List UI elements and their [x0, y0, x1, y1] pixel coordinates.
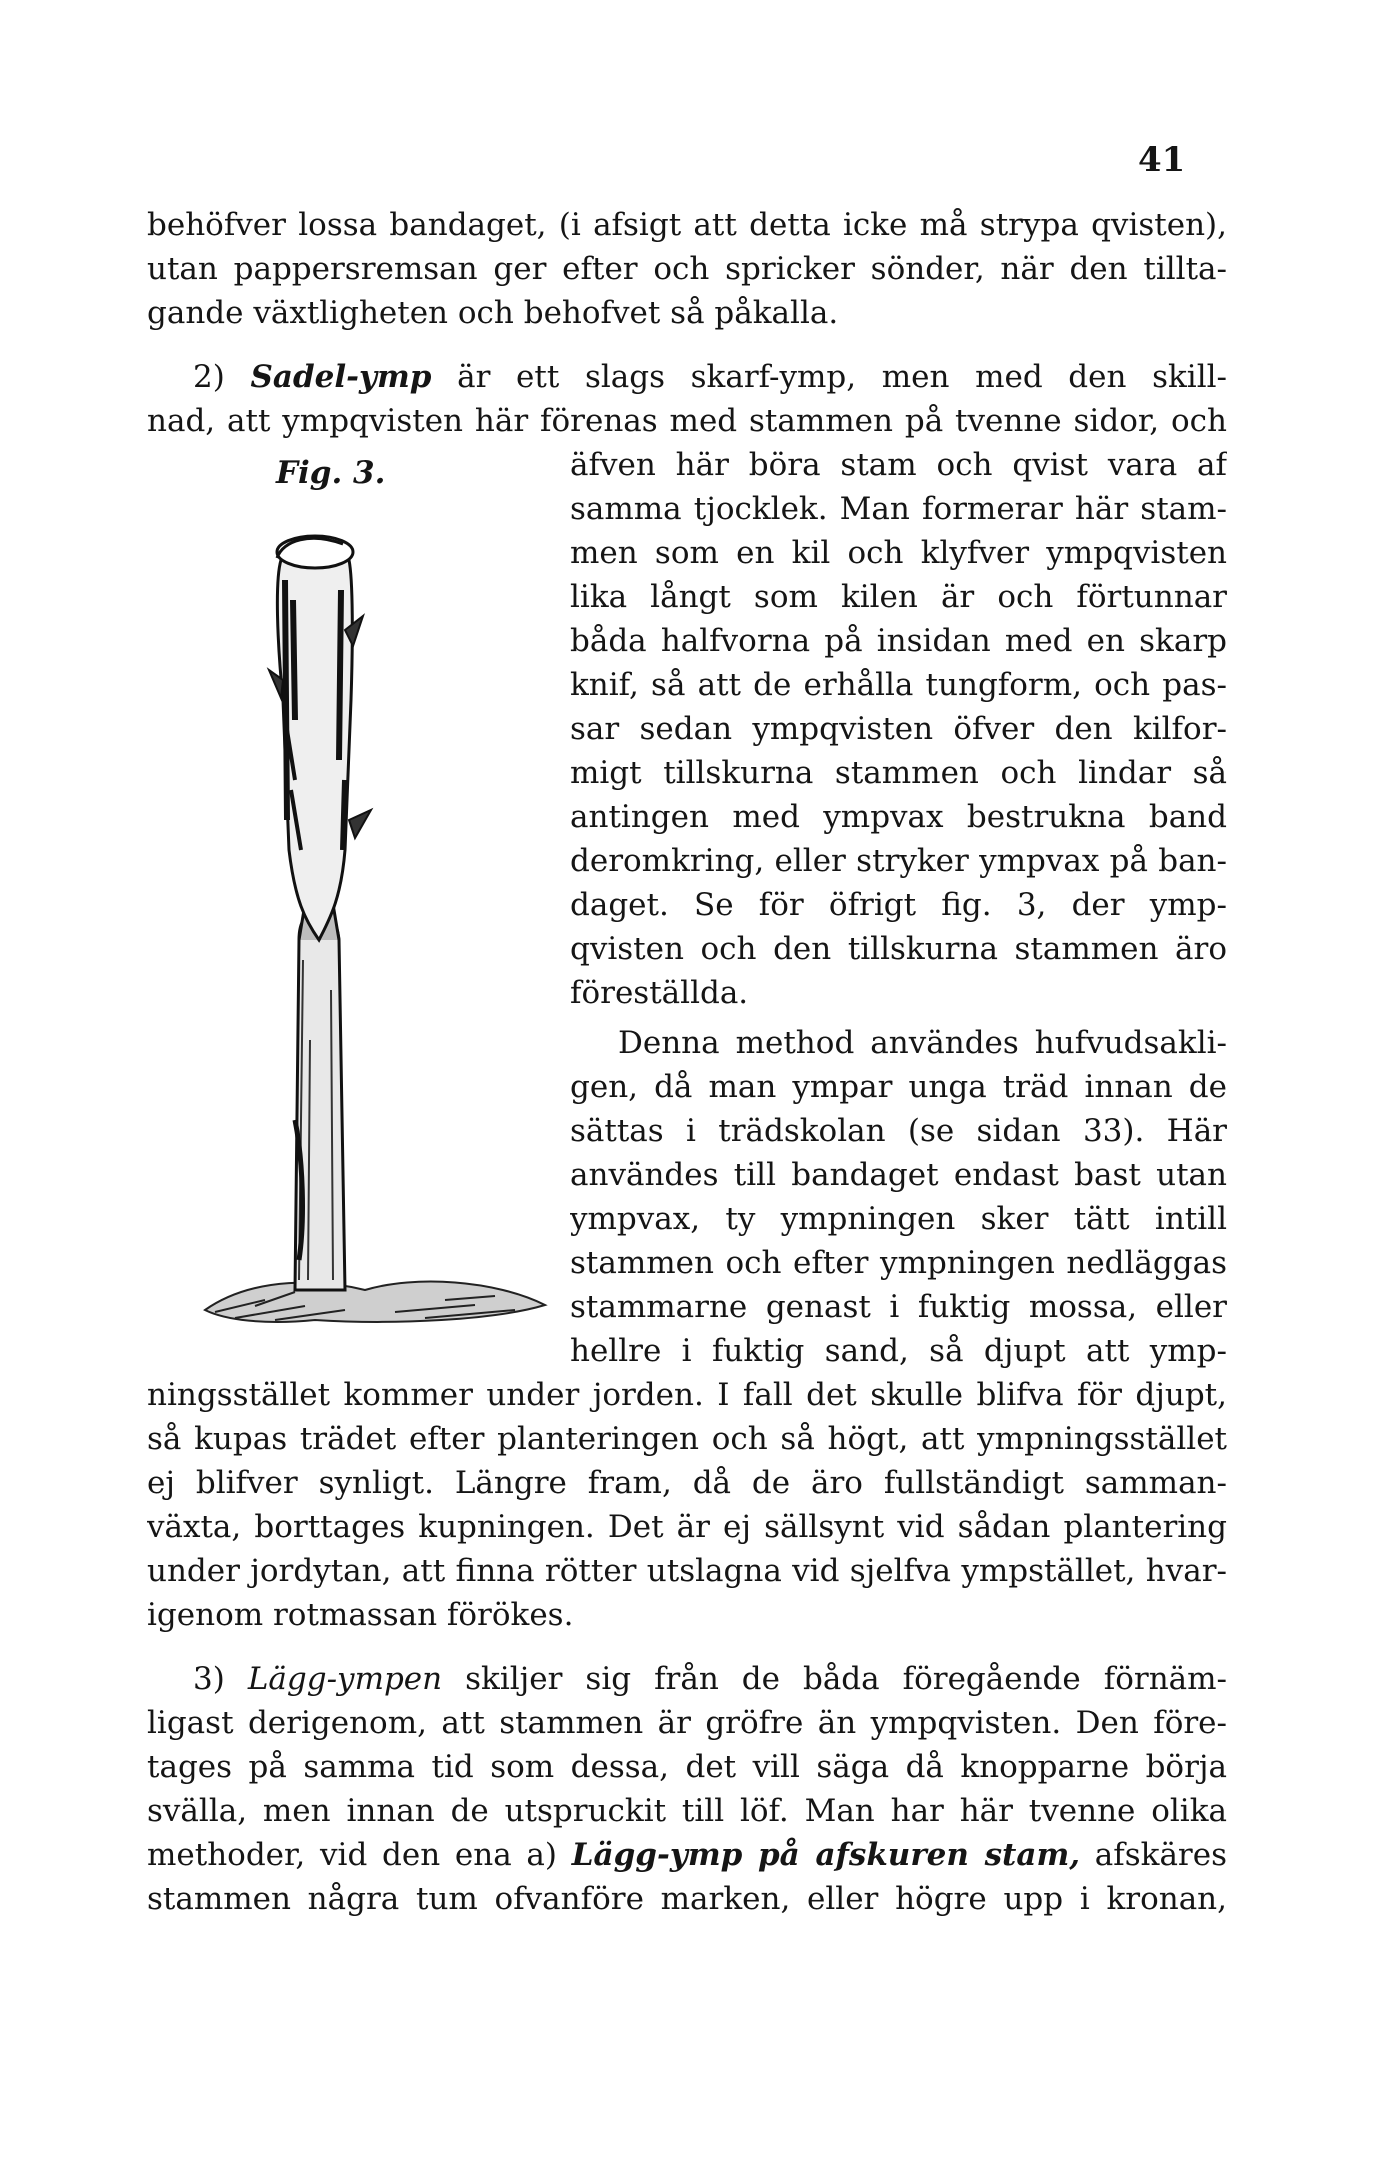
paragraph-number: 3)	[193, 1661, 225, 1697]
paragraph-2-first-line	[193, 357, 1227, 397]
text-line: hellre i fuktig sand, så djupt att ymp-	[570, 1333, 1227, 1369]
text-line: äfven här böra stam och qvist vara af	[570, 447, 1227, 483]
paragraph-3-first-line	[193, 1659, 1227, 1699]
text-line: tages på samma tid som dessa, det vill säga då knopparne börja	[147, 1749, 1227, 1785]
text-line: daget. Se för öfrigt fig. 3, der ymp-	[570, 887, 1227, 923]
text-segment: skiljer sig från de båda föregående förnäm-	[465, 1661, 1227, 1697]
text-line: igenom rotmassan förökes.	[147, 1597, 574, 1633]
text-segment: methoder, vid den ena a)	[147, 1837, 558, 1873]
text-line: gande växtligheten och behofvet så påkalla.	[147, 295, 839, 331]
text-line: under jordytan, att finna rötter utslagna vid sjelfva ympstället, hvar-	[147, 1553, 1227, 1589]
text-line: antingen med ympvax bestrukna band	[570, 799, 1227, 835]
text-line: nad, att ympqvisten här förenas med stammen på tvenne sidor, och	[147, 403, 1227, 439]
text-line: stammen några tum ofvanföre marken, eller högre upp i kronan,	[147, 1881, 1227, 1917]
text-segment: afskäres	[1094, 1837, 1227, 1873]
text-line: svälla, men innan de utspruckit till löf. Man har här tvenne olika	[147, 1793, 1227, 1829]
text-line: men som en kil och klyfver ympqvisten	[570, 535, 1227, 571]
text-line: ningsstället kommer under jorden. I fall det skulle blifva för djupt,	[147, 1377, 1227, 1413]
text-line: stammarne genast i fuktig mossa, eller	[570, 1289, 1227, 1325]
figure-caption: Fig. 3.	[276, 455, 386, 491]
page-number: 41	[1138, 140, 1186, 180]
text-line: ympvax, ty ympningen sker tätt intill	[570, 1201, 1227, 1237]
text-line: föreställda.	[570, 975, 749, 1011]
text-line: båda halfvorna på insidan med en skarp	[570, 623, 1227, 659]
text-line: deromkring, eller stryker ympvax på ban-	[570, 843, 1227, 879]
text-segment: är ett slags skarf-ymp, men med den skill-	[457, 359, 1227, 395]
saddle-graft-illustration	[195, 520, 555, 1350]
text-line: knif, så att de erhålla tungform, och pas-	[570, 667, 1227, 703]
term-lagg-ympen: Lägg-ympen	[247, 1661, 443, 1697]
text-line: användes till bandaget endast bast utan	[570, 1157, 1227, 1193]
text-line: Denna method användes hufvudsakli-	[618, 1025, 1227, 1061]
text-line: ej blifver synligt. Längre fram, då de äro fullständigt samman-	[147, 1465, 1227, 1501]
paragraph-number: 2)	[193, 359, 225, 395]
text-line: utan pappersremsan ger efter och spricker sönder, när den tillta-	[147, 251, 1227, 287]
text-line: sättas i trädskolan (se sidan 33). Här	[570, 1113, 1227, 1149]
text-line: växta, borttages kupningen. Det är ej sällsynt vid sådan plantering	[147, 1509, 1227, 1545]
text-line: sar sedan ympqvisten öfver den kilfor-	[570, 711, 1227, 747]
term-lagg-ymp-pa-afskuren-stam: Lägg-ymp på afskuren stam,	[571, 1837, 1081, 1873]
text-line: stammen och efter ympningen nedläggas	[570, 1245, 1227, 1281]
text-line: gen, då man ympar unga träd innan de	[570, 1069, 1227, 1105]
text-line: lika långt som kilen är och förtunnar	[570, 579, 1227, 615]
text-line: migt tillskurna stammen och lindar så	[570, 755, 1227, 791]
text-line: samma tjocklek. Man formerar här stam-	[570, 491, 1227, 527]
text-line: ligast derigenom, att stammen är gröfre än ympqvisten. Den före-	[147, 1705, 1227, 1741]
text-line: så kupas trädet efter planteringen och så högt, att ympningsstället	[147, 1421, 1227, 1457]
term-sadel-ymp: Sadel-ymp	[250, 359, 432, 395]
text-line: qvisten och den tillskurna stammen äro	[570, 931, 1227, 967]
methods-line	[147, 1835, 1227, 1875]
text-line: behöfver lossa bandaget, (i afsigt att detta icke må strypa qvisten),	[147, 207, 1227, 243]
